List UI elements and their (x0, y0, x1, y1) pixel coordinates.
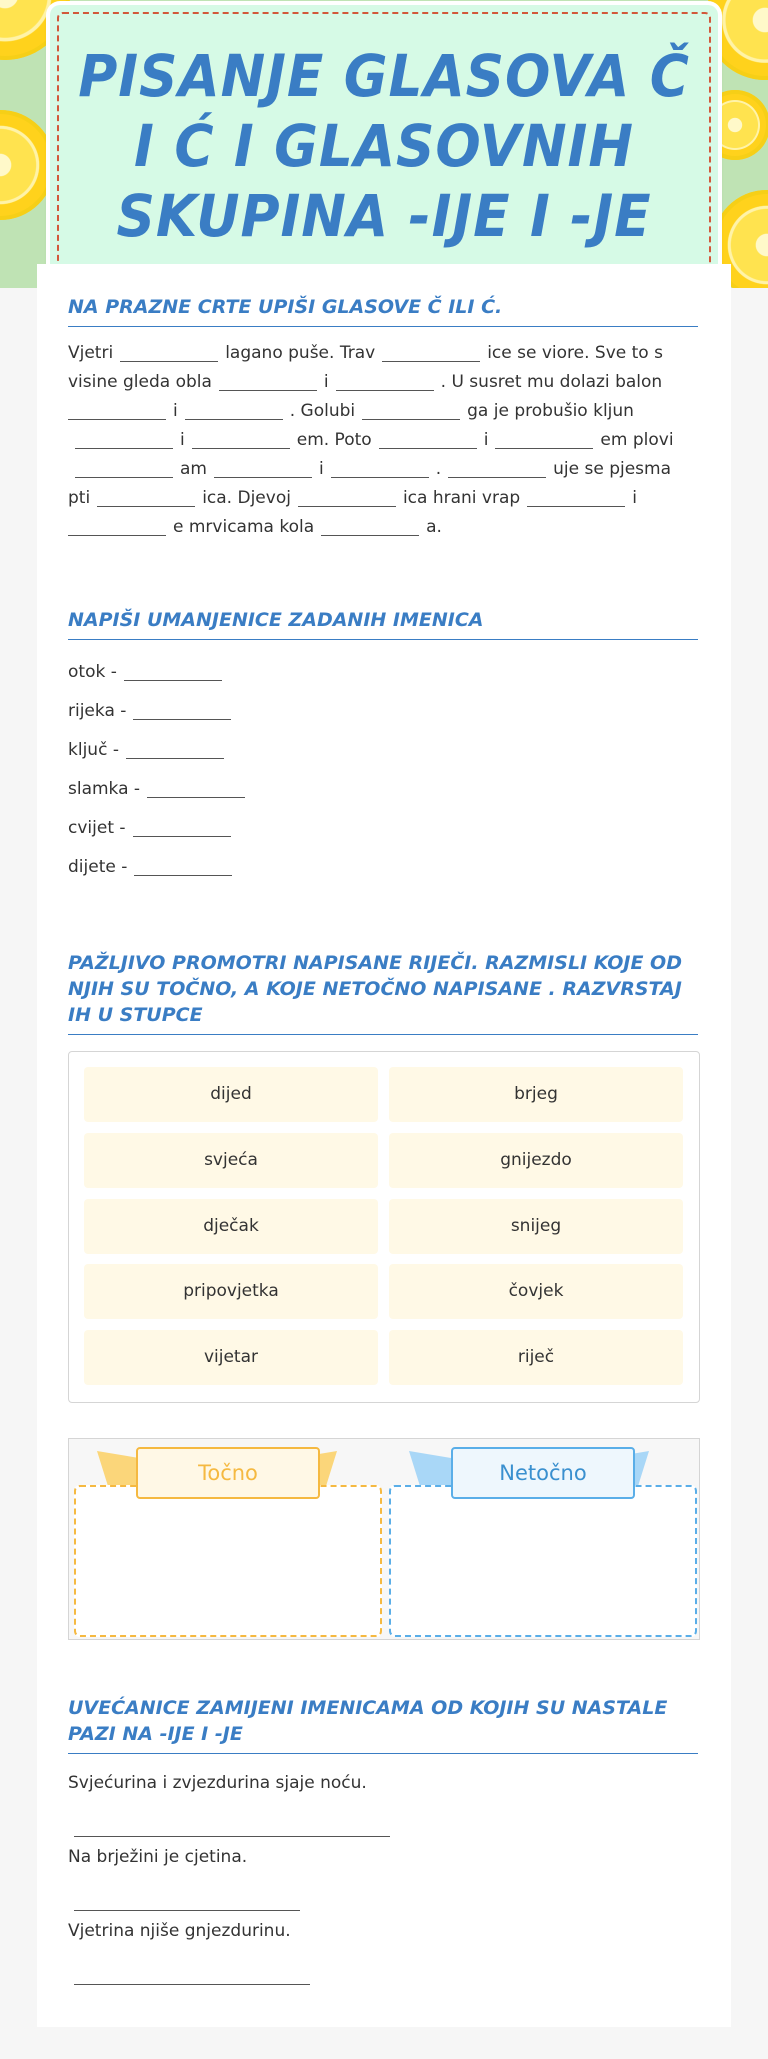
blank-field[interactable] (185, 399, 283, 420)
noun-label: otok - (68, 662, 117, 682)
text-segment: i (632, 488, 637, 508)
blank-field[interactable] (214, 457, 312, 478)
word-bank (68, 1051, 700, 1403)
text-segment: am (180, 459, 207, 479)
text-segment: i (483, 430, 489, 450)
sentence: Vjetrina njiše gnjezdurinu. (68, 1921, 291, 1941)
word-chip[interactable]: svjeća (84, 1133, 378, 1188)
answer-line[interactable] (74, 1983, 310, 1985)
answer-line[interactable] (74, 1909, 300, 1911)
word-chip[interactable]: riječ (389, 1330, 683, 1385)
blank-field[interactable] (321, 515, 419, 536)
text-segment: em plovi (600, 430, 674, 450)
list-item (68, 813, 238, 843)
blank-field[interactable] (298, 486, 396, 507)
blank-field[interactable] (331, 457, 429, 478)
text-segment: em. Poto (296, 430, 372, 450)
correct-drop-zone[interactable] (74, 1485, 382, 1637)
blank-field[interactable] (495, 428, 593, 449)
blank-field[interactable] (192, 428, 290, 449)
blank-field[interactable] (379, 428, 477, 449)
sentence: Svjećurina i zvjezdurina sjaje noću. (68, 1773, 367, 1793)
text-segment: i (323, 372, 329, 392)
section-title: UVEĆANICE ZAMIJENI IMENICAMA OD KOJIH SU NASTALE PAZI NA -IJE I -JE (68, 1695, 698, 1754)
word-chip[interactable]: čovjek (389, 1264, 683, 1319)
incorrect-column-label: Netočno (451, 1447, 635, 1499)
text-segment: a. (426, 517, 442, 537)
answer-field[interactable] (134, 855, 232, 876)
section-title: NAPIŠI UMANJENICE ZADANIH IMENICA (68, 607, 698, 640)
word-chip[interactable]: vijetar (84, 1330, 378, 1385)
text-segment: e mrvicama kola (173, 517, 315, 537)
answer-line[interactable] (74, 1835, 390, 1837)
text-segment: i (318, 459, 324, 479)
noun-label: slamka - (68, 779, 141, 799)
noun-label: ključ - (68, 740, 119, 760)
text-segment: ice se viore. Sve to s (487, 343, 663, 363)
blank-field[interactable] (336, 370, 434, 391)
text-segment: i (180, 430, 185, 450)
sentence: Na brježini je cjetina. (68, 1847, 248, 1867)
list-item (68, 774, 252, 804)
list-item (68, 696, 238, 726)
blank-field[interactable] (97, 486, 195, 507)
section-title: PAŽLJIVO PROMOTRI NAPISANE RIJEČI. RAZMISLI KOJE OD NJIH SU TOČNO, A KOJE NETOČNO NAPISANE . RAZVRSTAJ IH U STUPCE (68, 950, 698, 1035)
blank-field[interactable] (75, 457, 173, 478)
word-chip[interactable]: brjeg (389, 1067, 683, 1122)
list-item (68, 735, 231, 765)
text-segment: . Golubi (289, 401, 356, 421)
list-item (68, 657, 229, 687)
blank-field[interactable] (120, 341, 218, 362)
word-chip[interactable]: snijeg (389, 1199, 683, 1254)
text-segment: ica hrani vrap (402, 488, 521, 508)
blank-field[interactable] (68, 399, 166, 420)
noun-label: cvijet - (68, 818, 126, 838)
blank-field[interactable] (448, 457, 546, 478)
blank-field[interactable] (219, 370, 317, 391)
word-chip[interactable]: pripovjetka (84, 1264, 378, 1319)
word-chip[interactable]: dječak (84, 1199, 378, 1254)
blank-field[interactable] (382, 341, 480, 362)
text-segment: visine gleda obla (68, 372, 212, 392)
list-item (68, 852, 239, 882)
page-title: PISANJE GLASOVA Č I Ć I GLASOVNIH SKUPINA -IJE I -JE (78, 42, 690, 250)
text-segment: . U susret mu dolazi balon (440, 372, 663, 392)
text-segment: . (435, 459, 442, 479)
text-segment: ga je probušio kljun (467, 401, 634, 421)
text-segment: pti (68, 488, 91, 508)
section-title: NA PRAZNE CRTE UPIŠI GLASOVE Č ILI Ć. (68, 294, 698, 327)
text-segment: Vjetri (68, 343, 114, 363)
blank-field[interactable] (68, 515, 166, 536)
noun-label: rijeka - (68, 701, 127, 721)
worksheet (37, 264, 731, 2027)
lemon-decoration (0, 110, 55, 220)
title-card (50, 5, 718, 275)
sorting-area (68, 1438, 700, 1640)
word-chip[interactable]: gnijezdo (389, 1133, 683, 1188)
word-chip[interactable]: dijed (84, 1067, 378, 1122)
answer-field[interactable] (147, 777, 245, 798)
text-segment: lagano puše. Trav (225, 343, 376, 363)
answer-field[interactable] (133, 699, 231, 720)
blank-field[interactable] (362, 399, 460, 420)
correct-column-label: Točno (136, 1447, 320, 1499)
fill-in-text (68, 339, 704, 542)
answer-field[interactable] (124, 660, 222, 681)
incorrect-drop-zone[interactable] (389, 1485, 697, 1637)
blank-field[interactable] (527, 486, 625, 507)
blank-field[interactable] (75, 428, 173, 449)
text-segment: uje se pjesma (553, 459, 672, 479)
noun-label: dijete - (68, 857, 128, 877)
answer-field[interactable] (133, 816, 231, 837)
text-segment: i (173, 401, 178, 421)
answer-field[interactable] (126, 738, 224, 759)
text-segment: ica. Djevoj (202, 488, 291, 508)
